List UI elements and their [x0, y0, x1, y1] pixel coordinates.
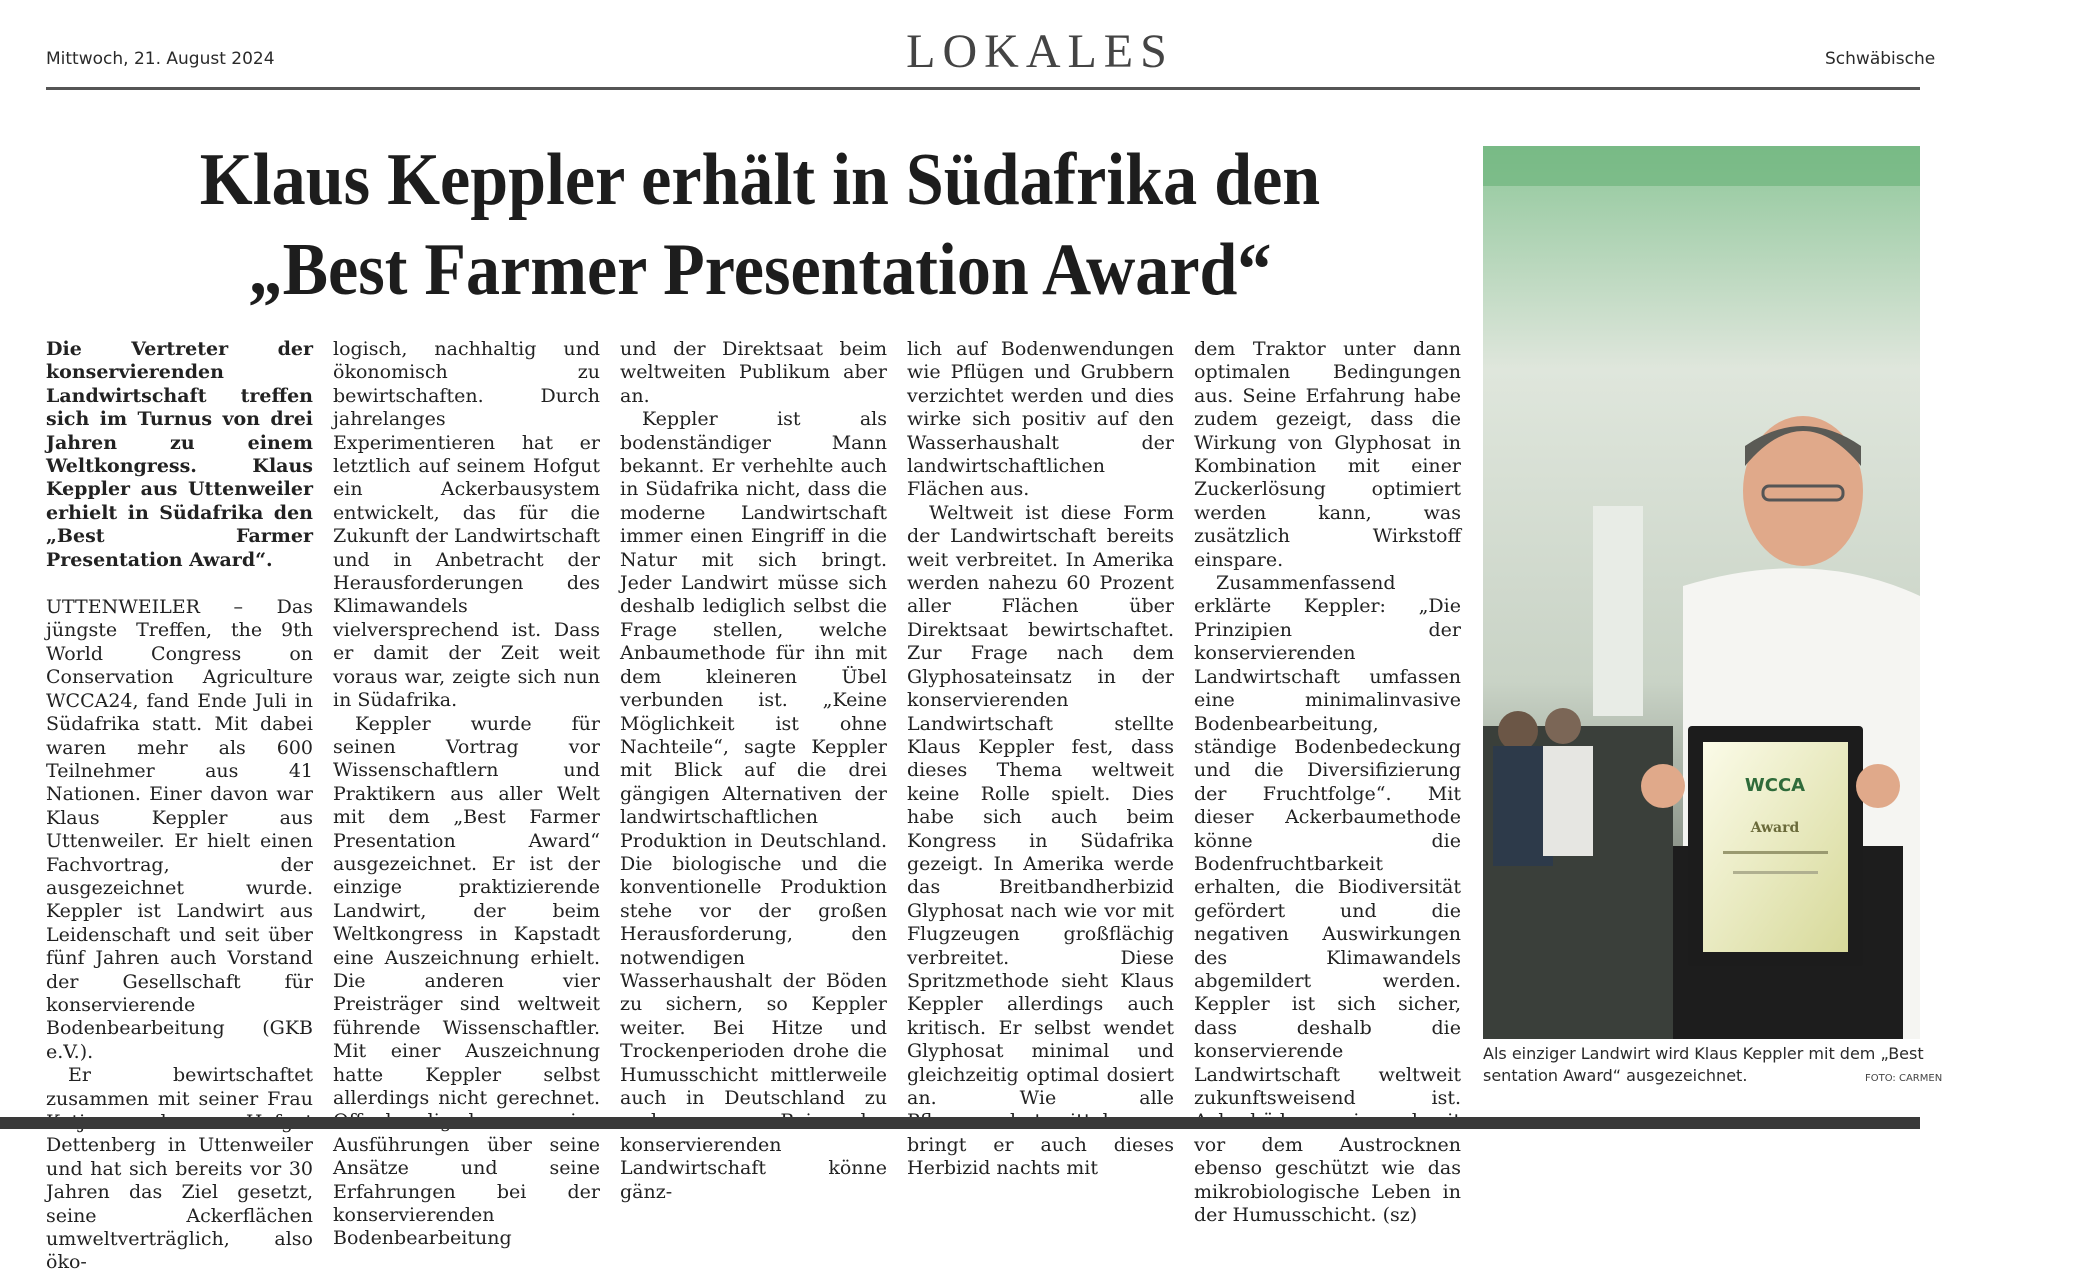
paragraph: Er bewirtschaftet zusammen mit seiner Frau Dettenberg in Uttenweiler und hat sich bereits vor 30 Jahren das Ziel gesetzt, seine Ackerflächen umweltverträglich, also öko- — [46, 1064, 313, 1274]
photo-credit: FOTO: CARMEN — [1865, 1073, 1943, 1084]
paragraph: Keppler ist als bodenständiger Mann bekannt. Er verhehlte auch in Südafrika nicht, dass die moderne Landwirtschaft immer einen Eingriff in die Natur mit sich bringt. Jeder Landwirt müsse sich deshalb lediglich selbst die Frage stellen, welche Anbaumethode für ihn mit dem kleineren Übel verbunden ist. „Keine Möglichkeit ist ohne Nachteile“, sagte Keppler mit Blick auf die drei gängigen Alternativen der landwirtschaftlichen Produktion in Deutschland. Die biologische und die konventionelle Produktion stehe vor der großen Herausforderung, den notwendigen Wasserhaushalt der Böden zu sichern, so Keppler weiter. Bei Hitze und Trockenperioden drohe die Humusschicht mittlerweile auch in Deutschland zu konservierenden Landwirtschaft könne gänz- — [620, 408, 887, 1203]
issue-date: Mittwoch, 21. August 2024 — [46, 49, 275, 69]
photo-illustration — [1483, 146, 1920, 1039]
paragraph: UTTENWEILER – Das jüngste Treffen, the 9th World Congress on Conservation Agriculture WCCA24, fand Ende Juli in Südafrika statt. Mit dabei waren mehr als 600 Teilnehmer aus 41 Nationen. Einer davon war Klaus Keppler aus Uttenweiler. Er hielt einen Fachvortrag, der ausgezeichnet wurde. Keppler ist Landwirt aus Leidenschaft und seit über fünf Jahren auch Vorstand der Gesellschaft für konservierende Bodenbearbeitung (GKB e.V.). — [46, 596, 313, 1063]
paragraph: und der Direktsaat beim weltweiten Publikum aber an. — [620, 338, 887, 407]
column-1 — [46, 338, 313, 1274]
column-3 — [620, 338, 887, 1203]
certificate-logo: WCCA — [1744, 775, 1806, 796]
section-title: LOKALES — [906, 25, 1174, 78]
masthead-rule — [46, 87, 1920, 90]
paragraph: logisch, nachhaltig und ökonomisch zu bewirtschaften. Durch jahrelanges Experimentieren hat er letztlich auf seinem Hofgut ein Ackerbausystem entwickelt, das für die Zukunft der Landwirtschaft und in Anbetracht der Herausforderungen des Klimawandels vielversprechend ist. Dass er damit der Zeit weit voraus war, zeigte sich nun in Südafrika. — [333, 338, 600, 712]
newspaper-name: Schwäbische — [1825, 49, 1936, 69]
column-5 — [1194, 338, 1461, 1227]
caption-line-1: Als einziger Landwirt wird Klaus Keppler mit dem „Best — [1483, 1044, 1924, 1063]
page-bottom-rule — [0, 1117, 1920, 1129]
headline-line-2: „Best Farmer Presentation Award“ — [248, 229, 1272, 311]
caption-line-2: sentation Award“ ausgezeichnet. — [1483, 1066, 1748, 1085]
paragraph: lich auf Bodenwendungen wie Pflügen und Grubbern verzichtet werden und dies wirke sich positiv auf den Wasserhaushalt der landwirtschaftlichen Flächen aus. — [907, 338, 1174, 501]
column-4 — [907, 338, 1174, 1180]
paragraph: Zusammenfassend erklärte Keppler: „Die Prinzipien der konservierenden Landwirtschaft umfassen eine minimalinvasive Bodenbearbeitung, ständige Bodenbedeckung und die Diversifizierung der Fruchtfolge“. Mit dieser Ackerbaumethode könne die Bodenfruchtbarkeit erhalten, die Biodiversität gefördert und die negativen Auswirkungen des Klimawandels abgemildert werden. Keppler ist sich sicher, dass deshalb die konservierende Landwirtschaft weltweit zukunftsweisend ist. vor dem Austrocknen ebenso geschützt wie das mikrobiologische Leben in der Humusschicht. (sz) — [1194, 572, 1461, 1227]
article-body — [46, 338, 1461, 1274]
article-headline — [88, 135, 1431, 315]
certificate-title: Award — [1750, 820, 1800, 836]
headline-line-1: Klaus Keppler erhält in Südafrika den — [199, 139, 1321, 221]
column-2 — [333, 338, 600, 1250]
article-lead: Die Vertreter der konservierenden Landwirtschaft treffen sich im Turnus von drei Jahren zu einem Weltkongress. Klaus Keppler aus Uttenweiler erhielt in Südafrika den „Best Farmer Presentation Award“. — [46, 338, 313, 571]
paragraph: Weltweit ist diese Form der Landwirtschaft bereits weit verbreitet. In Amerika werden nahezu 60 Prozent aller Flächen über Direktsaat bewirtschaftet. Zur Frage nach dem Glyphosateinsatz in der konservierenden Landwirtschaft stellte Klaus Keppler fest, dass dieses Thema weltweit keine Rolle spielt. Dies habe sich auch beim Kongress in Südafrika gezeigt. In Amerika werde das Breitbandherbizid Glyphosat nach wie vor mit Flugzeugen großflächig verbreitet. Diese Spritzmethode sieht Klaus Keppler allerdings auch kritisch. Er selbst wendet Glyphosat minimal und gleichzeitig optimal dosiert an. Wie alle bringt er auch dieses Herbizid nachts mit — [907, 501, 1174, 1180]
masthead — [0, 0, 1936, 92]
paragraph: Keppler wurde für seinen Vortrag vor Wissenschaftlern und Praktikern aus aller Welt mit dem „Best Farmer Presentation Award“ ausgezeichnet. Er ist der einzige praktizierende Landwirt, der beim Weltkongress in Kapstadt eine Auszeichnung erhielt. Die anderen vier Preisträger sind weltweit führende Wissenschaftler. Mit einer Auszeichnung hatte Keppler selbst allerdings nicht gerechnet. Ausführungen über seine Ansätze und seine Erfahrungen bei der konservierenden Bodenbearbeitung — [333, 712, 600, 1250]
photo-caption — [1483, 1043, 1924, 1087]
paragraph: dem Traktor unter dann optimalen Bedingungen aus. Seine Erfahrung habe zudem gezeigt, dass die Wirkung von Glyphosat in Kombination mit einer Zuckerlösung optimiert werden kann, was zusätzlich Wirkstoff einspare. — [1194, 338, 1461, 571]
article-photo — [1483, 146, 1920, 1039]
